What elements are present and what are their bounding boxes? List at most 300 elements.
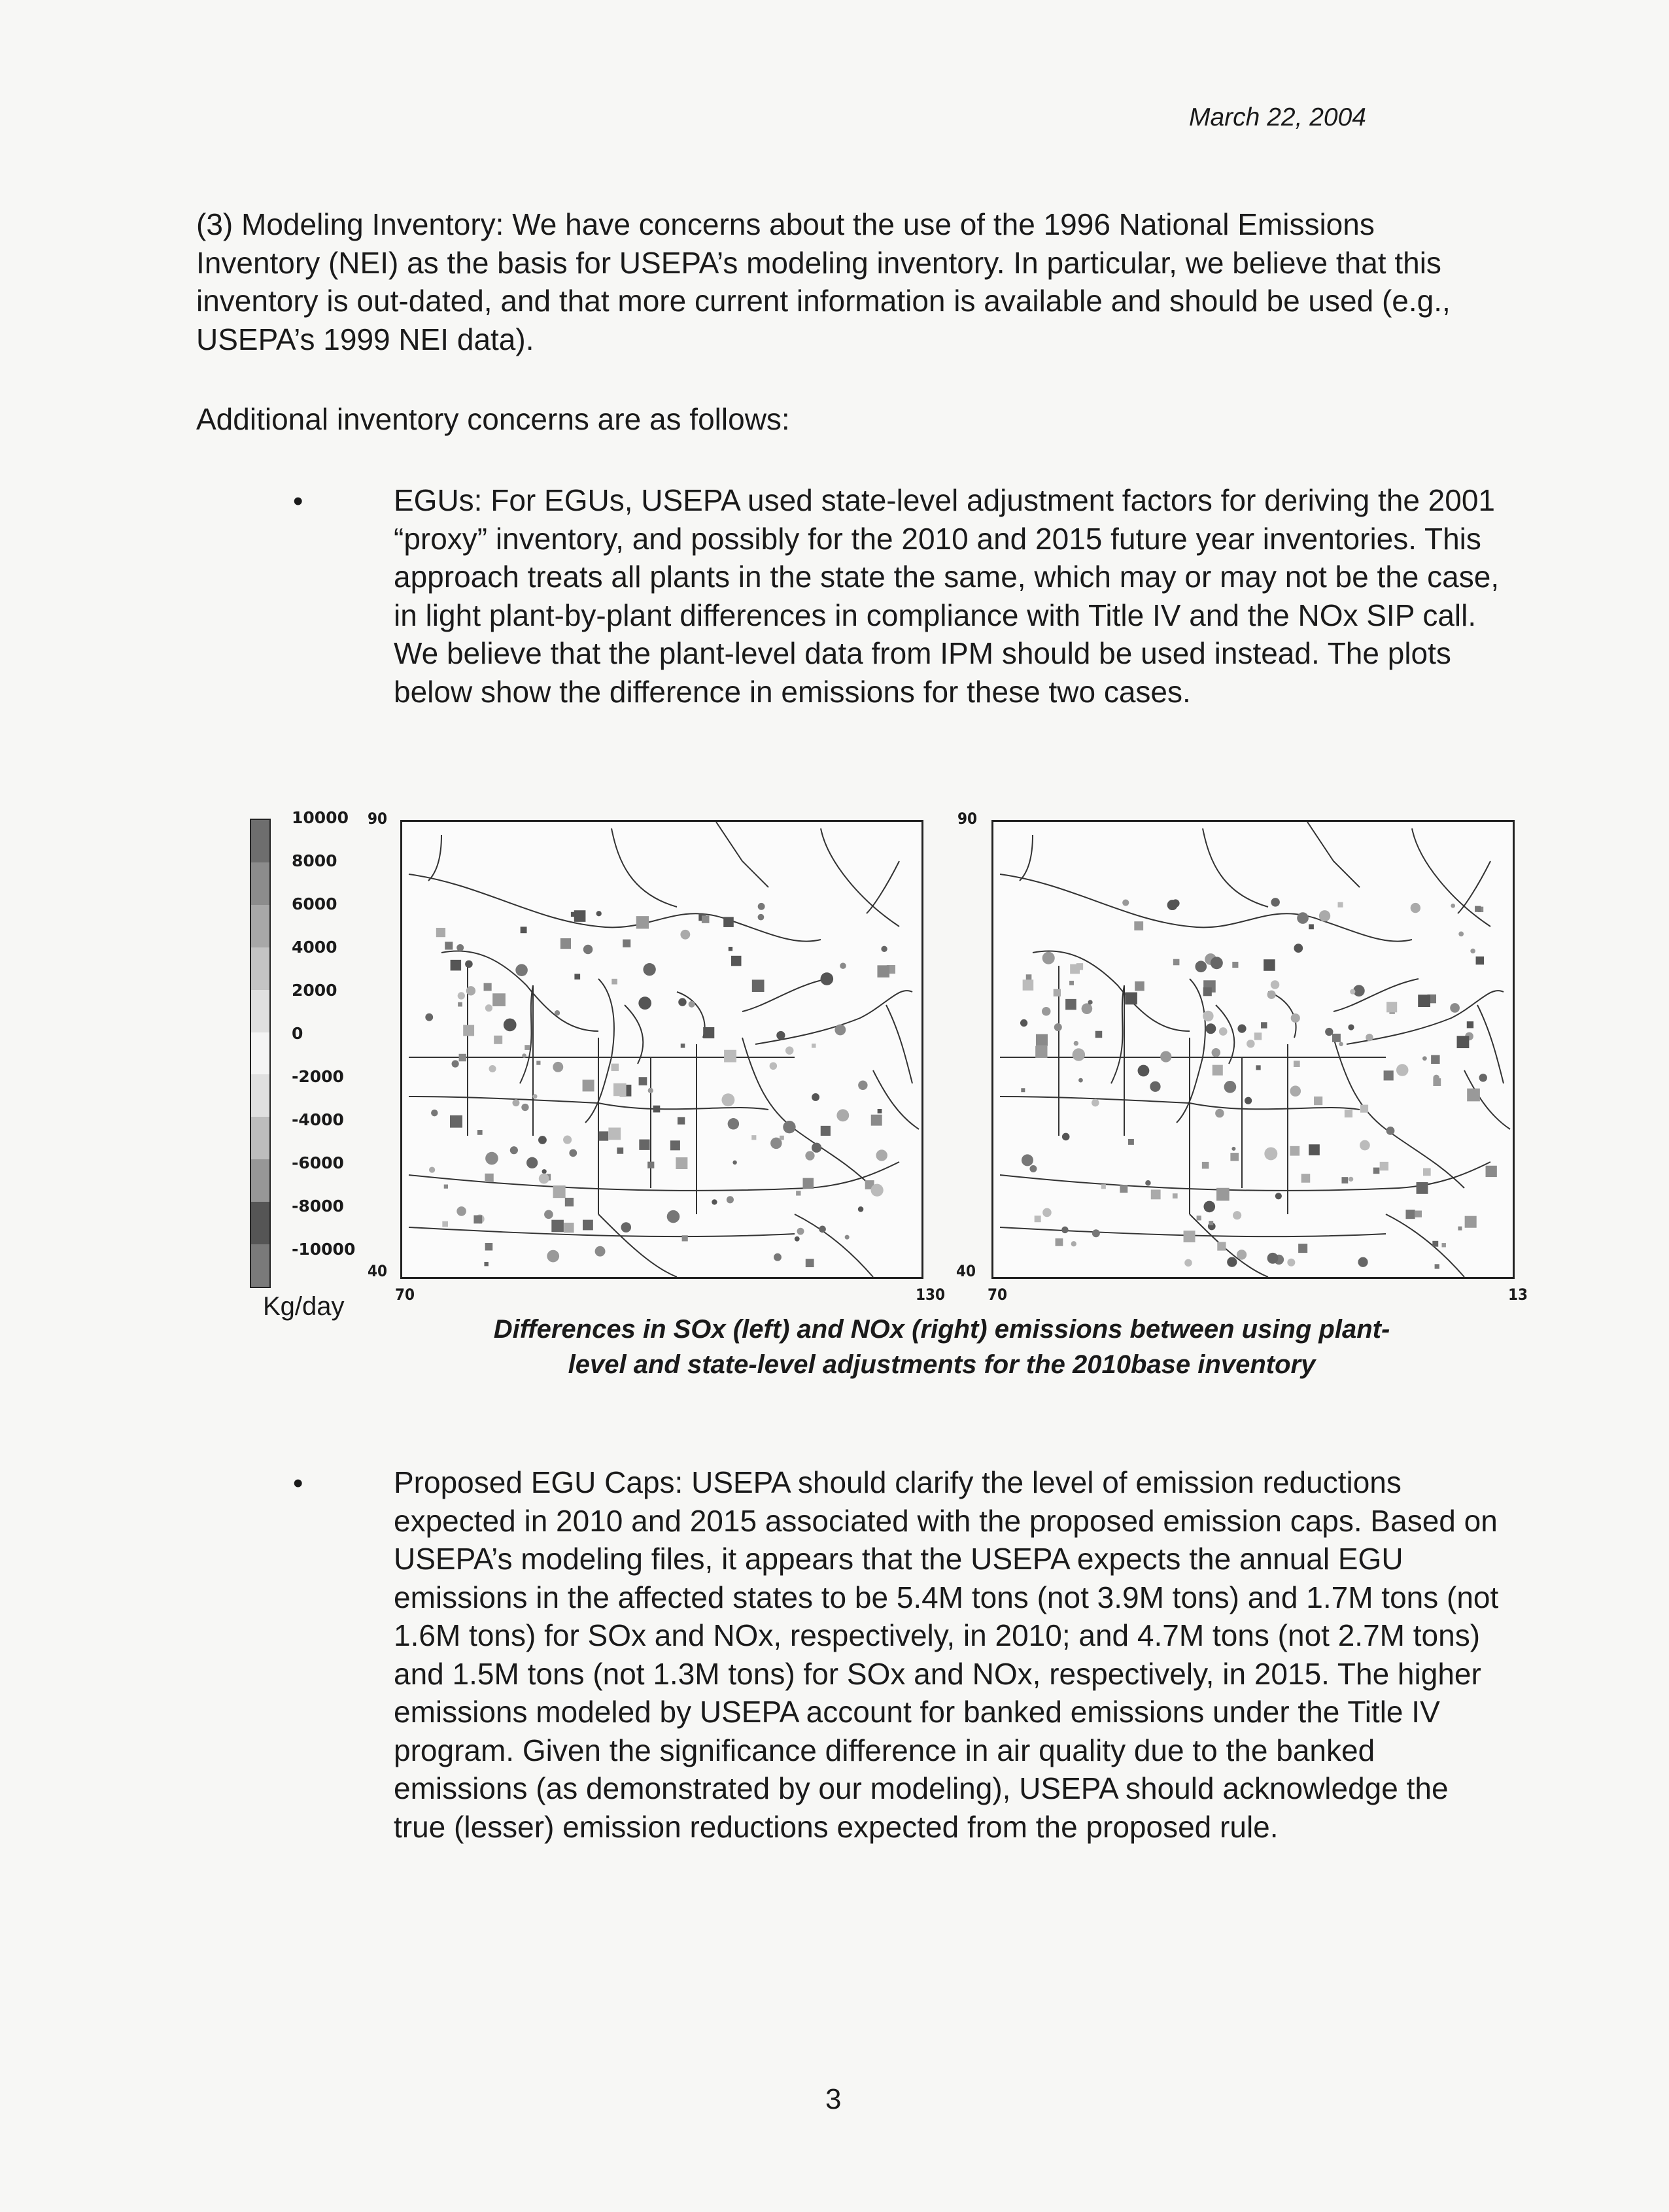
emission-marker [1205, 1023, 1216, 1034]
emission-marker [1411, 903, 1420, 913]
left-map-y-bottom-label: 40 [368, 1262, 388, 1280]
emission-marker [583, 1220, 593, 1231]
emission-marker [1247, 1040, 1255, 1048]
emission-marker [1125, 993, 1137, 1005]
emission-marker [456, 1206, 466, 1216]
emission-marker [452, 1060, 459, 1067]
emission-marker [621, 1222, 631, 1233]
emission-marker [583, 945, 593, 955]
emission-marker [1338, 902, 1343, 908]
bullet-marker: • [293, 1467, 303, 1499]
emission-marker [1418, 995, 1430, 1007]
emission-marker [547, 1250, 559, 1263]
legend-tick-label: 0 [292, 1024, 303, 1043]
nox-emission-markers [1020, 898, 1497, 1268]
emission-marker [1212, 1048, 1221, 1057]
left-map-x-right-label: 130 [916, 1285, 946, 1304]
emission-marker [1470, 949, 1475, 954]
emission-marker [1042, 1208, 1052, 1217]
emission-marker [1350, 989, 1355, 995]
emission-marker [571, 912, 576, 917]
emission-marker [1092, 1099, 1099, 1107]
emission-marker [510, 1146, 518, 1154]
emission-marker [1314, 1097, 1322, 1105]
emission-marker [1203, 1011, 1213, 1021]
emission-marker [1042, 952, 1055, 964]
emission-marker [1264, 959, 1275, 971]
emission-marker [1442, 1243, 1446, 1247]
emission-marker [1128, 1139, 1134, 1145]
emission-marker [1366, 1034, 1373, 1041]
bullet-marker: • [293, 485, 303, 517]
emission-marker [639, 1077, 647, 1085]
emission-marker [1036, 1034, 1048, 1046]
emission-marker [611, 1064, 619, 1071]
emission-marker [1092, 1229, 1100, 1237]
emission-marker [1070, 964, 1080, 974]
emission-marker [703, 1027, 714, 1038]
emission-marker [727, 1196, 734, 1203]
emission-marker [1384, 1070, 1394, 1080]
left-map-y-top-label: 90 [368, 809, 388, 828]
legend-color-segment [251, 947, 269, 990]
right-map-x-right-label: 13 [1508, 1285, 1528, 1304]
emission-marker [785, 1046, 794, 1055]
emission-marker [574, 910, 586, 922]
emission-marker [805, 1151, 814, 1160]
emission-marker [1287, 1259, 1295, 1267]
emission-marker [678, 1117, 685, 1124]
emission-marker [1151, 1189, 1161, 1199]
emission-marker [712, 1199, 717, 1204]
emission-marker [1451, 904, 1455, 908]
emission-marker [1275, 1193, 1282, 1199]
emission-marker [1082, 1003, 1093, 1014]
legend-color-segment [251, 862, 269, 905]
emission-marker [1486, 1166, 1497, 1177]
emission-marker [477, 1130, 483, 1135]
emission-marker [1215, 1109, 1224, 1117]
emission-marker [608, 1128, 621, 1140]
emission-marker [1217, 1242, 1226, 1250]
emission-marker [583, 1080, 594, 1091]
emission-marker [774, 1253, 782, 1261]
emission-marker [802, 1178, 814, 1189]
emission-marker [1341, 1177, 1348, 1183]
emission-marker [1061, 1227, 1068, 1233]
emission-marker [878, 1109, 882, 1114]
page-number: 3 [825, 2083, 842, 2115]
emission-marker [1358, 1257, 1368, 1267]
emission-marker [752, 979, 765, 992]
emission-marker [819, 1226, 826, 1233]
emission-marker [623, 940, 630, 947]
emission-marker [532, 1094, 537, 1098]
emission-marker [728, 1118, 739, 1129]
emission-marker [485, 1174, 493, 1182]
legend-color-segment [251, 905, 269, 947]
emission-marker [1203, 987, 1212, 996]
emission-marker [456, 944, 464, 951]
emission-marker [596, 911, 602, 916]
emission-marker [1432, 1241, 1438, 1247]
emission-marker [1256, 1065, 1260, 1070]
emission-marker [1202, 1162, 1209, 1169]
emission-marker [1120, 1185, 1127, 1193]
emission-marker [1475, 906, 1481, 912]
emission-marker [1237, 1025, 1246, 1033]
emission-marker [776, 1031, 785, 1040]
emission-marker [1062, 1133, 1070, 1141]
emission-marker [1309, 1144, 1320, 1155]
emission-marker [1035, 1216, 1041, 1222]
figure-caption-line-2: level and state-level adjustments for the 2010base inventory [568, 1350, 1316, 1379]
emission-marker [1294, 1061, 1300, 1067]
emission-marker [617, 1148, 623, 1154]
legend-color-segment [251, 1202, 269, 1244]
emission-marker [564, 1223, 574, 1233]
emission-marker [1271, 980, 1279, 989]
legend-tick-label: -4000 [292, 1110, 344, 1129]
emission-marker [647, 1162, 654, 1168]
emission-marker [1023, 979, 1034, 991]
emission-marker [515, 964, 528, 976]
emission-marker [1054, 1023, 1062, 1031]
legend-tick-label: 6000 [292, 894, 337, 913]
emission-marker [1298, 1244, 1307, 1253]
emission-marker [636, 916, 649, 928]
emission-marker [1197, 1216, 1201, 1220]
emission-marker [1184, 1259, 1192, 1267]
left-map-x-left-label: 70 [395, 1285, 415, 1304]
emission-marker [881, 946, 887, 952]
legend-color-segment [251, 1159, 269, 1202]
emission-marker [466, 986, 475, 995]
emission-marker [473, 1216, 482, 1224]
emission-marker [812, 1093, 819, 1101]
emission-marker [555, 1010, 560, 1015]
emission-marker [429, 1166, 435, 1172]
legend-color-segment [251, 1074, 269, 1117]
emission-marker [1134, 921, 1143, 930]
legend-tick-label: -2000 [292, 1067, 344, 1086]
sox-map-graphic [402, 822, 921, 1277]
emission-marker [795, 1236, 800, 1242]
emission-marker [521, 927, 527, 933]
emission-marker [1345, 1110, 1352, 1117]
emission-marker [1203, 1201, 1215, 1213]
emission-marker [1232, 962, 1238, 968]
emission-marker [871, 1184, 884, 1197]
emission-marker [840, 962, 846, 969]
emission-marker [1026, 974, 1032, 980]
emission-marker [758, 903, 765, 910]
emission-marker [1213, 1065, 1223, 1076]
emission-marker [1457, 1036, 1470, 1048]
emission-marker [1349, 1177, 1353, 1182]
emission-marker [463, 1025, 474, 1036]
emission-marker [1348, 1024, 1354, 1030]
emission-marker [450, 1115, 462, 1128]
emission-marker [1360, 1140, 1370, 1151]
emission-marker [1227, 1257, 1237, 1267]
emission-marker [1373, 1168, 1380, 1174]
emission-marker [1309, 924, 1314, 929]
emission-marker [648, 1088, 653, 1093]
emission-marker [1467, 1089, 1480, 1102]
emission-marker [1195, 961, 1207, 972]
emission-marker [569, 1149, 577, 1157]
emission-marker [812, 1044, 816, 1048]
egu-caps-bullet-text: Proposed EGU Caps: USEPA should clarify the level of emission reductions expected in 2010 and 2015 associated with the proposed emission caps. Based on USEPA’s modeling files, it appears that the USEPA expects the annual EGU emissions in the affected states to be 5.4M tons (not 3.9M tons) and 1.7M tons (not 1.6M tons) for SOx and NOx, respectively, in 2010; and 4.7M tons (not 2.7M tons) and 1.5M tons (not 1.3M tons) for SOx and NOx, respectively, in 2015. The higher emissions modeled by USEPA account for banked emissions under the Title IV program. Given the significance difference in air quality due to the banked emissions (as demonstrated by our modeling), USEPA should acknowledge the true (lesser) emission reductions expected from the proposed rule. [394, 1465, 1499, 1844]
emission-marker [542, 1169, 547, 1174]
emission-marker [1135, 981, 1144, 991]
emission-marker [1122, 899, 1129, 906]
emission-marker [876, 1149, 887, 1161]
emission-marker [871, 1115, 882, 1126]
emission-marker [1054, 989, 1061, 996]
emission-marker [676, 1157, 687, 1169]
emission-marker [821, 1126, 831, 1136]
emission-marker [796, 1191, 800, 1195]
legend-tick-label: -10000 [292, 1240, 356, 1259]
emission-marker [1360, 1105, 1368, 1113]
emission-marker [1458, 1227, 1462, 1231]
emission-marker [444, 1185, 448, 1189]
emission-marker [563, 1136, 572, 1144]
emission-marker [1319, 910, 1330, 921]
emission-marker [1301, 1174, 1311, 1183]
legend-units: Kg/day [263, 1292, 345, 1321]
emission-marker [1264, 1147, 1277, 1160]
emission-marker [1231, 1147, 1235, 1151]
emission-marker [538, 1136, 547, 1144]
legend-tick-label: 4000 [292, 938, 337, 957]
emission-marker [780, 1136, 784, 1140]
emission-marker [1150, 1081, 1160, 1092]
emission-marker [1435, 1264, 1439, 1268]
emission-marker [1042, 1007, 1051, 1016]
emission-marker [1386, 1002, 1397, 1012]
emission-marker [458, 1002, 462, 1007]
emission-marker [729, 947, 732, 951]
emission-marker [1458, 931, 1464, 936]
emission-marker [522, 1053, 526, 1058]
sox-emission-markers [425, 903, 895, 1267]
emission-marker [484, 983, 492, 991]
emission-marker [1290, 1146, 1299, 1156]
emission-marker [526, 1157, 538, 1168]
modeling-inventory-paragraph: (3) Modeling Inventory: We have concerns about the use of the 1996 National Emissions Inventory (NEI) as the basis for USEPA’s modeling inventory. In particular, we believe that this inventory is out-dated, and that more current information is available and should be used (e.g., USEPA’s 1999 NEI data). [196, 207, 1451, 356]
emission-marker [611, 979, 617, 985]
emission-marker [1476, 957, 1485, 965]
egu-bullet-text: EGUs: For EGUs, USEPA used state-level adjustment factors for deriving the 2001 “proxy” inventory, and possibly for the 2010 and 2015 future year inventories. This approach treats all plants in the state the same, which may or may not be the case, in light plant-by-plant differences in compliance with Title IV and the NOx SIP call. We believe that the plant-level data from IPM should be used instead. The plots below show the difference in emissions for these two cases. [394, 483, 1500, 709]
emission-marker [877, 965, 889, 978]
emission-marker [485, 1243, 493, 1251]
additional-concerns-intro: Additional inventory concerns are as follows: [196, 402, 790, 436]
emission-marker [489, 1065, 496, 1072]
emission-marker [1271, 898, 1280, 907]
emission-marker [1417, 1182, 1428, 1194]
emission-marker [1020, 1019, 1027, 1027]
emission-marker [465, 961, 473, 968]
emission-marker [512, 1099, 519, 1106]
emission-marker [574, 974, 580, 979]
emission-marker [836, 1109, 849, 1121]
legend-tick-label: -8000 [292, 1197, 344, 1216]
right-map-y-top-label: 90 [957, 809, 978, 828]
emission-marker [551, 1220, 564, 1233]
emission-marker [1450, 1003, 1460, 1013]
emission-marker [1173, 959, 1180, 966]
emission-marker [1396, 1064, 1409, 1076]
figure-caption-line-1: Differences in SOx (left) and NOx (right) emissions between using plant- [493, 1315, 1390, 1344]
emission-marker [680, 930, 690, 940]
emission-marker [639, 1140, 649, 1150]
emission-marker [613, 1083, 627, 1097]
emission-marker [459, 1054, 466, 1061]
emission-marker [1022, 1154, 1033, 1166]
emission-marker [1160, 1051, 1171, 1062]
emission-marker [812, 1143, 821, 1153]
emission-marker [682, 1235, 688, 1241]
emission-marker [758, 914, 765, 921]
emission-marker [643, 963, 655, 976]
emission-marker [1088, 1000, 1092, 1004]
emission-marker [1095, 1031, 1102, 1038]
emission-marker [1101, 1184, 1106, 1189]
emission-marker [458, 992, 465, 999]
emission-marker [1267, 991, 1276, 999]
legend-tick-label: 8000 [292, 851, 337, 870]
emission-marker [1074, 1041, 1078, 1046]
emission-marker [1267, 1253, 1279, 1264]
emission-marker [1386, 1127, 1395, 1135]
emission-marker [1405, 1210, 1415, 1219]
emission-marker [724, 1050, 736, 1063]
emission-marker [544, 1210, 553, 1219]
emission-marker [1297, 912, 1309, 924]
nox-map-graphic [993, 822, 1513, 1277]
emission-marker [770, 1062, 778, 1070]
emission-marker [1261, 1022, 1267, 1028]
emission-marker [751, 1135, 756, 1140]
emission-marker [565, 1198, 574, 1206]
legend-tick-label: 2000 [292, 981, 337, 1000]
emission-marker [1233, 1211, 1241, 1219]
emission-marker [1056, 1238, 1063, 1246]
emission-marker [1380, 1162, 1388, 1170]
emission-marker [1415, 1210, 1422, 1217]
figure-caption [366, 1312, 1517, 1382]
emission-marker [732, 1161, 736, 1165]
legend-tick-label: -6000 [292, 1153, 344, 1172]
emission-marker [436, 928, 445, 937]
emission-marker [731, 956, 741, 966]
emission-marker [1073, 1048, 1085, 1061]
emission-marker [1294, 944, 1303, 953]
emission-marker [1230, 1153, 1239, 1161]
emission-marker [1211, 957, 1223, 969]
emission-marker [1290, 1085, 1301, 1097]
nox-difference-map [991, 820, 1515, 1279]
emission-marker [702, 915, 710, 923]
legend-color-segment [251, 820, 269, 862]
emission-marker [723, 917, 734, 927]
emission-marker [539, 1174, 549, 1184]
emission-marker [797, 1228, 804, 1235]
emission-marker [689, 1001, 695, 1008]
emission-marker [1173, 1193, 1178, 1199]
emission-marker [806, 1259, 814, 1267]
emission-marker [536, 1061, 540, 1064]
emission-marker [521, 1104, 528, 1111]
emission-marker [1069, 981, 1074, 985]
emission-marker [1339, 1042, 1343, 1047]
emission-marker [525, 1045, 530, 1050]
emission-marker [834, 1025, 846, 1036]
emission-marker [1219, 1027, 1228, 1036]
emission-marker [595, 1246, 606, 1257]
emission-marker [553, 1062, 563, 1072]
emission-marker [858, 1081, 867, 1090]
legend-colorbar [250, 819, 271, 1288]
emission-marker [1423, 1168, 1431, 1176]
emission-marker [1332, 1034, 1341, 1042]
emission-marker [1035, 1046, 1047, 1058]
emission-marker [1065, 999, 1076, 1010]
right-map-y-bottom-label: 40 [956, 1262, 976, 1280]
emission-marker [485, 1152, 498, 1165]
emission-marker [783, 1121, 795, 1133]
legend-color-segment [251, 1244, 269, 1287]
legend-color-segment [251, 990, 269, 1032]
emission-marker [1224, 1081, 1237, 1093]
emission-marker [1071, 1241, 1076, 1246]
emission-marker [1171, 899, 1179, 907]
emission-marker [1145, 1180, 1150, 1185]
emission-marker [1467, 1021, 1473, 1028]
emission-marker [1216, 1188, 1230, 1201]
emission-marker [858, 1206, 864, 1212]
emission-marker [1325, 1028, 1333, 1036]
document-date: March 22, 2004 [1189, 103, 1367, 131]
emission-marker [1465, 1216, 1477, 1228]
legend-color-segment [251, 1032, 269, 1075]
legend-tick-label: 10000 [292, 808, 349, 827]
emission-marker [485, 1004, 492, 1012]
emission-marker [845, 1235, 850, 1240]
emission-marker [670, 1140, 680, 1150]
emission-marker [1245, 1097, 1252, 1104]
emission-marker [1184, 1231, 1196, 1242]
emission-marker [678, 998, 686, 1006]
emission-marker [1021, 1088, 1025, 1092]
legend-color-segment [251, 1117, 269, 1159]
emission-marker [492, 993, 506, 1006]
emission-marker [445, 942, 453, 949]
emission-marker [1431, 1055, 1439, 1064]
emission-marker [1029, 1165, 1037, 1172]
emission-marker [1479, 1074, 1487, 1081]
emission-marker [1291, 1013, 1300, 1023]
right-map-x-left-label: 70 [988, 1285, 1008, 1304]
emission-marker [451, 960, 461, 970]
sox-difference-map [400, 820, 923, 1279]
emission-marker [442, 1221, 448, 1227]
emission-marker [425, 1013, 433, 1021]
emission-marker [484, 1262, 488, 1266]
